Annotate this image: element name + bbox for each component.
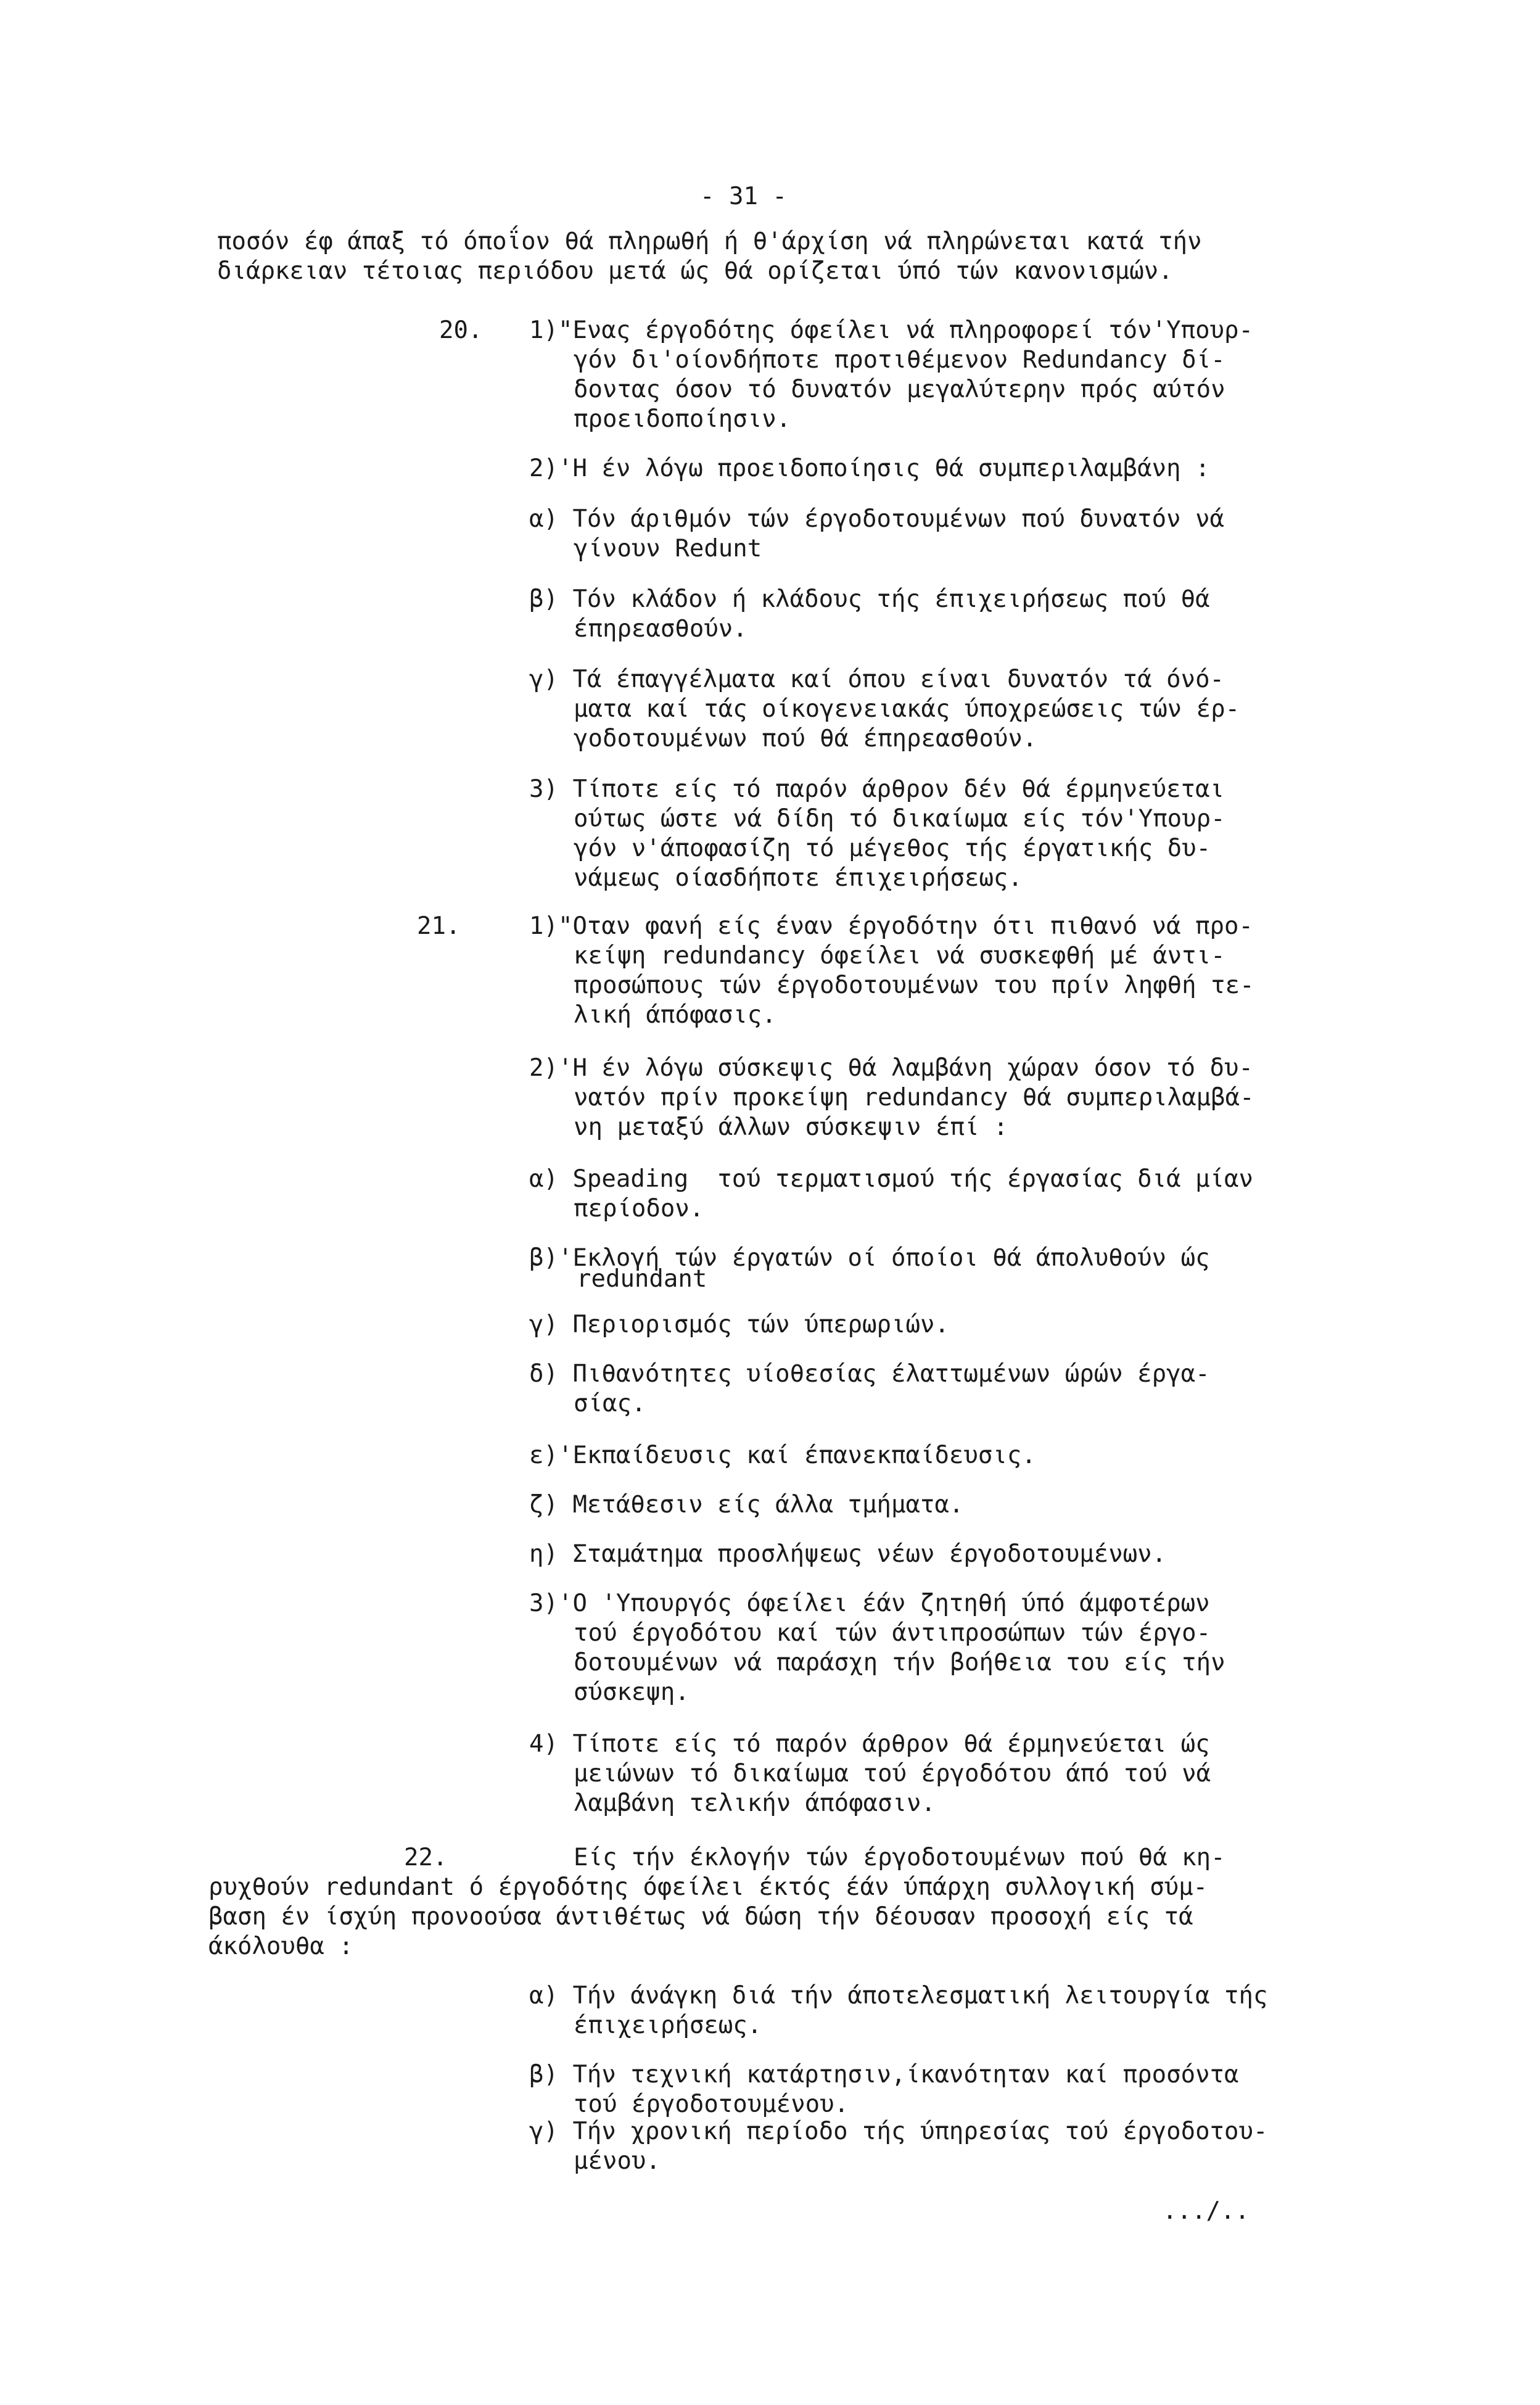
article-22-item-a: α) Τήν άνάγκη διά τήν άποτελεσματική λειτουργία τής [529,1982,1268,2010]
article-20-item-a: α) Τόν άριθμόν τών έργοδοτουμένων πού δυνατόν νά [529,505,1225,533]
article-22-item-a: έπιχειρήσεως. [574,2011,762,2039]
article-21-p2: 2)'Η έν λόγω σύσκεψις θά λαμβάνη χώραν όσον τό δυ- [529,1054,1253,1082]
article-21-p3: σύσκεψη. [574,1678,690,1706]
intro-line: ποσόν έφ άπαξ τό όποΐον θά πληρωθή ή θ'άρχίση νά πληρώνεται κατά τήν [217,228,1202,255]
article-20-item-c: γ) Τά έπαγγέλματα καί όπου είναι δυνατόν τά όνό- [529,666,1225,693]
article-21-p1: 1)"Οταν φανή είς έναν έργοδότην ότι πιθανό νά προ- [529,912,1253,940]
article-21-p3: 3)'Ο 'Υπουργός όφείλει έάν ζητηθή ύπό άμφοτέρων [529,1590,1210,1617]
article-20-item-a: γίνουν Redunt [574,535,762,563]
continuation-mark: .../.. [1163,2197,1250,2225]
article-21-p3: δοτουμένων νά παράσχη τήν βοήθεια του είς τήν [574,1649,1225,1677]
article-22-item-c: μένου. [574,2147,661,2175]
article-20-p3: 3) Τίποτε είς τό παρόν άρθρον δέν θά έρμηνεύεται [529,775,1225,803]
page-number: - 31 - [700,183,787,210]
article-20-number: 20. [439,316,483,344]
article-21-p1: λική άπόφασις. [574,1001,776,1029]
article-20-p1: προειδοποίησιν. [574,405,791,433]
article-22-item-c: γ) Τήν χρονική περίοδο τής ύπηρεσίας τού έργοδοτου- [529,2118,1268,2145]
article-20-p1: δοντας όσον τό δυνατόν μεγαλύτερην πρός αύτόν [574,376,1225,403]
article-21-item-d: σίας. [574,1390,646,1417]
article-22-item-b: τού έργοδοτουμένου. [574,2090,849,2118]
article-21-item-b: β)'Εκλογή τών έργατών οί όποίοι θά άπολυθούν ώς [529,1244,1210,1272]
article-21-p4: λαμβάνη τελικήν άπόφασιν. [574,1789,936,1817]
article-22-line: βαση έν ίσχύη προνοούσα άντιθέτως νά δώση τήν δέουσαν προσοχή είς τά [208,1903,1193,1931]
article-22-line: άκόλουθα : [208,1933,353,1960]
article-21-p3: τού έργοδότου καί τών άντιπροσώπων τών έργο- [574,1619,1211,1647]
article-22-line: Είς τήν έκλογήν τών έργοδοτουμένων πού θά κη- [574,1844,1225,1871]
article-20-item-b: β) Τόν κλάδον ή κλάδους τής έπιχειρήσεως πού θά [529,585,1210,613]
article-20-p1: 1)"Ενας έργοδότης όφείλει νά πληροφορεί τόν'Υπουρ- [529,316,1253,344]
article-20-p1: γόν δι'οίονδήποτε προτιθέμενον Redundancy δί- [574,346,1225,374]
article-22-item-b: β) Τήν τεχνική κατάρτησιν,ίκανότηταν καί προσόντα [529,2061,1239,2089]
article-20-p2: 2)'Η έν λόγω προειδοποίησις θά συμπεριλαμβάνη : [529,455,1210,482]
article-21-p2: νατόν πρίν προκείψη redundancy θά συμπεριλαμβά- [574,1084,1254,1112]
article-21-p1: κείψη redundancy όφείλει νά συσκεφθή μέ άντι- [574,942,1225,970]
article-21-item-a: α) Speading τού τερματισμού τής έργασίας διά μίαν [529,1165,1253,1193]
article-21-item-c: γ) Περιορισμός τών ύπερωριών. [529,1311,949,1339]
article-20-item-c: γοδοτουμένων πού θά έπηρεασθούν. [574,725,1037,753]
article-21-p4: 4) Τίποτε είς τό παρόν άρθρον θά έρμηνεύεται ώς [529,1730,1210,1758]
article-21-p4: μειώνων τό δικαίωμα τού έργοδότου άπό τού νά [574,1760,1211,1788]
article-20-item-b: έπηρεασθούν. [574,615,747,643]
article-20-p3: ούτως ώστε νά δίδη τό δικαίωμα είς τόν'Υπουρ- [574,805,1225,833]
article-21-item-e: ε)'Εκπαίδευσις καί έπανεκπαίδευσις. [529,1442,1036,1469]
article-21-item-h: η) Σταμάτημα προσλήψεως νέων έργοδοτουμένων. [529,1540,1167,1568]
article-22-line: ρυχθούν redundant ό έργοδότης όφείλει έκτός έάν ύπάρχη συλλογική σύμ- [208,1873,1208,1901]
article-21-item-z: ζ) Μετάθεσιν είς άλλα τμήματα. [529,1491,964,1519]
article-21-number: 21. [417,912,461,940]
article-20-p3: νάμεως οίασδήποτε έπιχειρήσεως. [574,864,1023,892]
article-21-item-d: δ) Πιθανότητες υίοθεσίας έλαττωμένων ώρών έργα- [529,1360,1210,1388]
article-22-number: 22. [404,1844,448,1871]
intro-line: διάρκειαν τέτοιας περιόδου μετά ώς θά ορίζεται ύπό τών κανονισμών. [217,257,1173,285]
article-20-p3: γόν ν'άποφασίζη τό μέγεθος τής έργατικής δυ- [574,835,1211,862]
article-20-item-c: ματα καί τάς οίκογενειακάς ύποχρεώσεις τών έρ- [574,695,1240,723]
article-21-p2: νη μεταξύ άλλων σύσκεψιν έπί : [574,1113,1008,1141]
article-21-item-a: περίοδον. [574,1195,704,1223]
article-21-item-b: redundant [577,1265,707,1293]
article-21-p1: προσώπους τών έργοδοτουμένων του πρίν ληφθή τε- [574,971,1254,999]
